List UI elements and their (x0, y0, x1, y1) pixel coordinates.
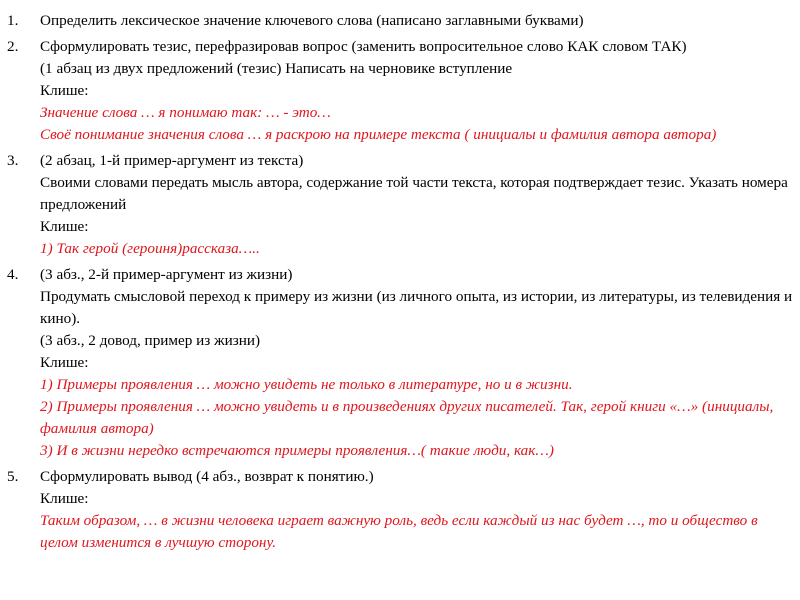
cliche-text: Значение слова … я понимаю так: … - это… (40, 104, 331, 121)
cliche-text: Таким образом, … в жизни человека играет важную роль, ведь если каждый из нас будет …, то и общество в целом изменится в лучшую сторону. (40, 512, 758, 551)
item-text: Сформулировать вывод (4 абз., возврат к понятию.) (40, 468, 374, 485)
item-number: 4. (7, 266, 19, 283)
cliche-text: 2) Примеры проявления … можно увидеть и в произведениях других писателей. Так, герой книги «…» (инициалы, фамилия автора) (40, 398, 774, 437)
list-item-2 (0, 36, 800, 146)
list-item-1 (0, 10, 800, 32)
cliche-label: Клише: (40, 82, 89, 99)
list-item-5 (0, 466, 800, 554)
item-text: Сформулировать тезис, перефразировав вопрос (заменить вопросительное слово КАК словом ТАК) (40, 38, 687, 55)
cliche-text: 1) Так герой (героиня)рассказа….. (40, 240, 260, 257)
list-item-4 (0, 264, 800, 462)
item-text: Определить лексическое значение ключевого слова (написано заглавными буквами) (40, 12, 584, 29)
item-number: 1. (7, 12, 19, 29)
item-text: (3 абз., 2 довод, пример из жизни) (40, 332, 261, 349)
item-text: Продумать смысловой переход к примеру из жизни (из личного опыта, из истории, из литературы, из телевидения и кино). (40, 288, 793, 327)
item-number: 2. (7, 38, 19, 55)
cliche-label: Клише: (40, 490, 89, 507)
item-text: (1 абзац из двух предложений (тезис) Написать на черновике вступление (40, 60, 513, 77)
item-number: 3. (7, 152, 19, 169)
item-text: Своими словами передать мысль автора, содержание той части текста, которая подтверждает тезис. Указать номера предложений (40, 174, 788, 213)
list-item-3 (0, 150, 800, 260)
item-number: 5. (7, 468, 19, 485)
cliche-text: 3) И в жизни нередко встречаются примеры проявления…( такие люди, как…) (40, 442, 554, 459)
cliche-text: Своё понимание значения слова … я раскрою на примере текста ( инициалы и фамилия автора автора) (40, 126, 717, 143)
cliche-text: 1) Примеры проявления … можно увидеть не только в литературе, но и в жизни. (40, 376, 573, 393)
cliche-label: Клише: (40, 354, 89, 371)
item-text: (2 абзац, 1-й пример-аргумент из текста) (40, 152, 304, 169)
cliche-label: Клише: (40, 218, 89, 235)
item-text: (3 абз., 2-й пример-аргумент из жизни) (40, 266, 293, 283)
